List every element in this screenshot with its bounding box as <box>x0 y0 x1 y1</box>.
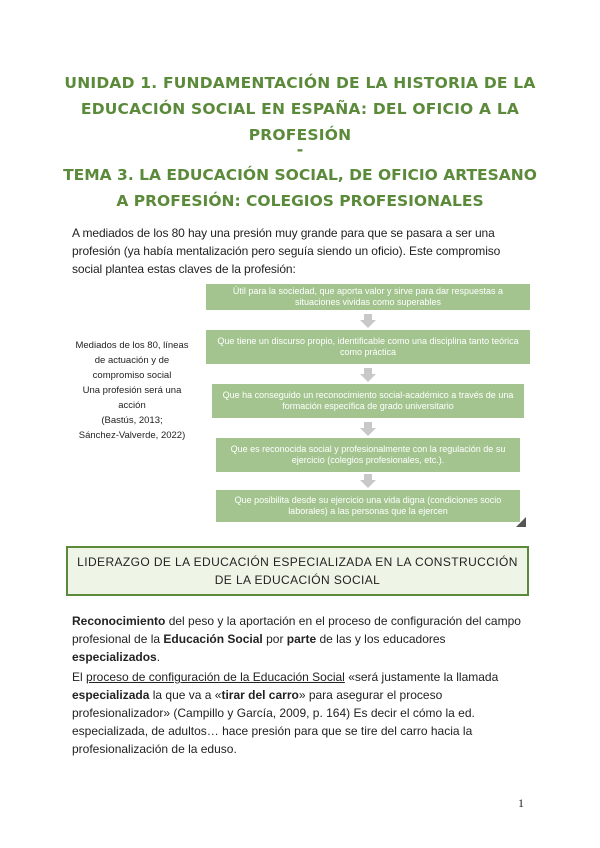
flow-step-5: Que posibilita desde su ejercicio una vida digna (condiciones socio laborales) a las personas que la ejercen <box>216 490 520 522</box>
unit-title: UNIDAD 1. FUNDAMENTACIÓN DE LA HISTORIA DE LA EDUCACIÓN SOCIAL EN ESPAÑA: DEL OFICIO A LA PROFESIÓN <box>64 74 536 144</box>
section-heading-box: LIDERAZGO DE LA EDUCACIÓN ESPECIALIZADA EN LA CONSTRUCCIÓN DE LA EDUCACIÓN SOCIAL <box>66 546 529 596</box>
recognition-paragraph: Reconocimiento del peso y la aportación en el proceso de configuración del campo profesional de la Educación Social por parte de las y los educadores especializados. <box>72 614 521 664</box>
configuration-paragraph: El proceso de configuración de la Educación Social «será justamente la llamada especializada la que va a «tirar del carro» para asegurar el proceso profesionalizador» (Campillo y García, 2009, p. 164) Es decir el cómo la ed. especializada, de adultos… hace presión para que se tire del carro hacia la profesionalización de la eduso. <box>72 670 499 756</box>
flow-step-3: Que ha conseguido un reconocimiento social-académico a través de una formación específica de grado universitario <box>212 384 524 418</box>
down-arrow-icon <box>360 474 376 488</box>
diagram-side-note <box>66 338 198 443</box>
down-arrow-icon <box>360 314 376 328</box>
down-arrow-icon <box>360 422 376 436</box>
page-number: 1 <box>518 796 524 810</box>
side-note-line: Mediados de los 80, líneas <box>75 340 189 351</box>
side-note-line: de actuación y de <box>94 355 170 366</box>
side-note-line: acción <box>118 400 146 411</box>
profession-keys-diagram <box>206 280 530 524</box>
side-note-line: compromiso social <box>92 370 172 381</box>
flow-step-1: Útil para la sociedad, que aporta valor y sirve para dar respuestas a situaciones vividas como superables <box>206 284 530 310</box>
side-note-line: (Bastús, 2013; <box>101 415 163 426</box>
flow-step-2: Que tiene un discurso propio, identificable como una disciplina tanto teórica como práctica <box>206 330 530 364</box>
resize-handle-icon[interactable] <box>516 514 526 524</box>
side-note-line: Una profesión será una <box>82 385 182 396</box>
down-arrow-icon <box>360 368 376 382</box>
side-note-line: Sánchez-Valverde, 2022) <box>78 430 186 441</box>
title-separator: - <box>296 140 304 159</box>
flow-step-4: Que es reconocida social y profesionalmente con la regulación de su ejercicio (colegios profesionales, etc.). <box>216 438 520 472</box>
theme-title: TEMA 3. LA EDUCACIÓN SOCIAL, DE OFICIO ARTESANO A PROFESIÓN: COLEGIOS PROFESIONALES <box>63 166 537 210</box>
intro-paragraph: A mediados de los 80 hay una presión muy grande para que se pasara a ser una profesión (ya había mentalización pero seguía siendo un oficio). Este compromiso social plantea estas claves de la profesión: <box>72 226 501 276</box>
